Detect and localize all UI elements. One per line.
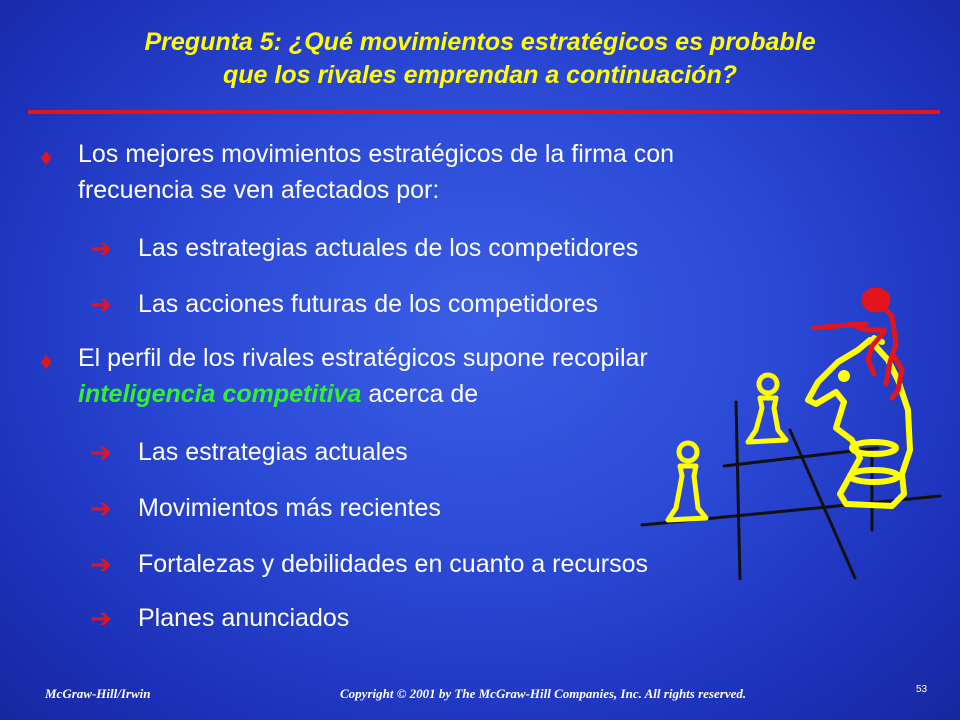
knight-piece [808, 338, 910, 506]
subitem-2-2 [90, 490, 441, 526]
right-arrow-icon: ➔ [90, 549, 112, 579]
bullet-2-line-2 [78, 376, 648, 412]
chess-pieces-illustration [640, 280, 950, 580]
right-arrow-icon: ➔ [90, 289, 112, 319]
right-arrow-icon: ➔ [90, 437, 112, 467]
footer-copyright: Copyright © 2001 by The McGraw-Hill Companies, Inc. All rights reserved. [340, 686, 747, 701]
slide-title-line-1: Pregunta 5: ¿Qué movimientos estratégicos es probable [144, 28, 816, 56]
subitem-2-1 [90, 434, 408, 470]
bullet-2 [40, 340, 648, 412]
title-divider [28, 110, 940, 114]
diamond-icon: ♦ [40, 144, 53, 171]
right-arrow-icon: ➔ [90, 603, 112, 633]
diamond-icon: ♦ [40, 348, 53, 375]
bullet-2-line-1: El perfil de los rivales estratégicos supone recopilar [78, 344, 648, 372]
subitem-1-2 [90, 286, 598, 322]
page-number: 53 [916, 684, 928, 695]
subitem-2-4 [90, 600, 350, 636]
right-arrow-icon: ➔ [90, 233, 112, 263]
board-grid [642, 402, 940, 580]
bullet-1 [40, 136, 675, 208]
subitem-2-4-text: Planes anunciados [138, 604, 350, 632]
slide-title-line-2: que los rivales emprendan a continuación? [222, 61, 737, 89]
bullet-1-line-1: Los mejores movimientos estratégicos de la firma con [78, 140, 675, 168]
highlight-term: inteligencia competitiva [78, 380, 362, 408]
subitem-1-2-text: Las acciones futuras de los competidores [138, 290, 598, 318]
right-arrow-icon: ➔ [90, 493, 112, 523]
subitem-2-2-text: Movimientos más recientes [138, 494, 441, 522]
bullet-2-line-2-rest: acerca de [361, 380, 479, 408]
slide-title [20, 26, 940, 92]
subitem-2-3 [90, 546, 649, 582]
pawn-left [668, 443, 706, 520]
subitem-2-1-text: Las estrategias actuales [138, 438, 408, 466]
rider-figure [814, 290, 902, 398]
subitem-2-3-text: Fortalezas y debilidades en cuanto a recursos [138, 550, 649, 578]
bullet-1-line-2: frecuencia se ven afectados por: [78, 176, 440, 204]
subitem-1-1 [90, 230, 639, 266]
footer-publisher: McGraw-Hill/Irwin [45, 686, 151, 701]
subitem-1-1-text: Las estrategias actuales de los competidores [138, 234, 639, 262]
pawn-middle [748, 375, 786, 442]
